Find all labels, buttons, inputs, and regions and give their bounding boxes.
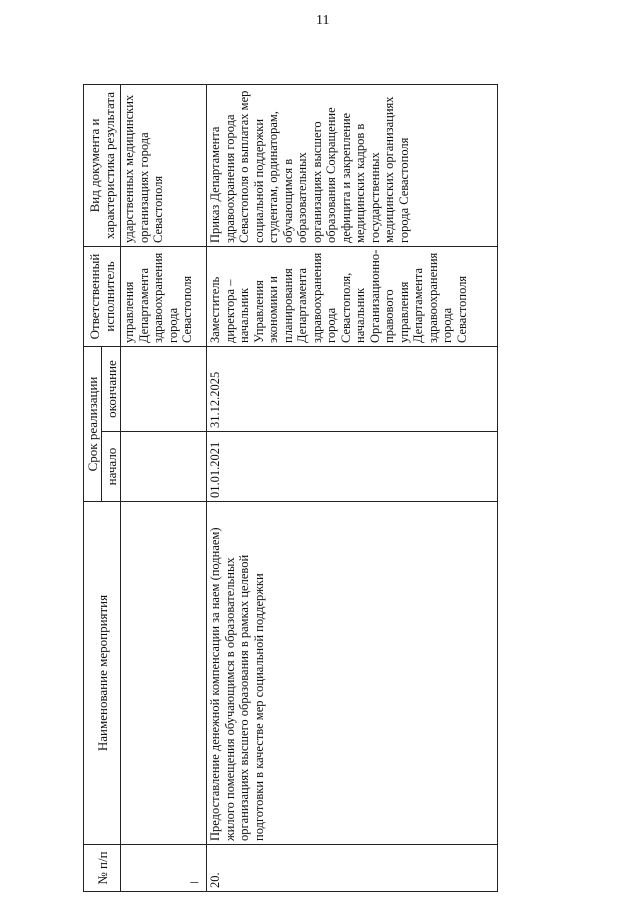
- header-result: Вид документа и характеристика результата: [84, 85, 121, 247]
- header-start: начало: [102, 432, 121, 502]
- row-start: 01.01.2021: [207, 432, 498, 502]
- header-end: окончание: [102, 347, 121, 432]
- row-result: ударственных медицинских организациях города Севастополя: [121, 85, 207, 247]
- header-executor: Ответственный исполнитель: [84, 247, 121, 347]
- row-name: Предоставление денежной компенсации за наем (поднаем) жилого помещения обучающимся в образовательных организациях высшего образования в рамках целевой подготовки в качестве мер социальной поддержки: [207, 502, 498, 845]
- row-executor: Заместитель директора – начальник Управления экономики и планирования Департамента здравоохранения города Севастополя, начальник Организационно-правового управления Департамента здравоохранения города Севастополя: [207, 247, 498, 347]
- header-num: № п/п: [84, 845, 121, 892]
- row-start: [121, 432, 207, 502]
- row-end: 31.12.2025: [207, 347, 498, 432]
- table-row: [121, 85, 207, 892]
- header-row: [84, 85, 102, 892]
- page-number: 11: [316, 13, 330, 28]
- table-row: [207, 85, 498, 892]
- row-num: 20.: [207, 845, 498, 892]
- row-result: Приказ Департамента здравоохранения города Севастополя о выплатах мер социальной поддержки студентам, ординаторам, обучающимся в образовательных организациях высшего образования Сокращение дефицита и закрепление медицинских кадров в государственных медицинских организациях города Севастополя: [207, 85, 498, 247]
- header-period: Срок реализации: [84, 347, 102, 502]
- row-name: [121, 502, 207, 845]
- measures-table: [83, 84, 498, 892]
- header-name: Наименование мероприятия: [84, 502, 121, 845]
- rotated-table-container: [83, 85, 498, 892]
- row-executor: управления Департамента здравоохранения города Севастополя: [121, 247, 207, 347]
- row-end: [121, 347, 207, 432]
- row-num: [121, 845, 207, 892]
